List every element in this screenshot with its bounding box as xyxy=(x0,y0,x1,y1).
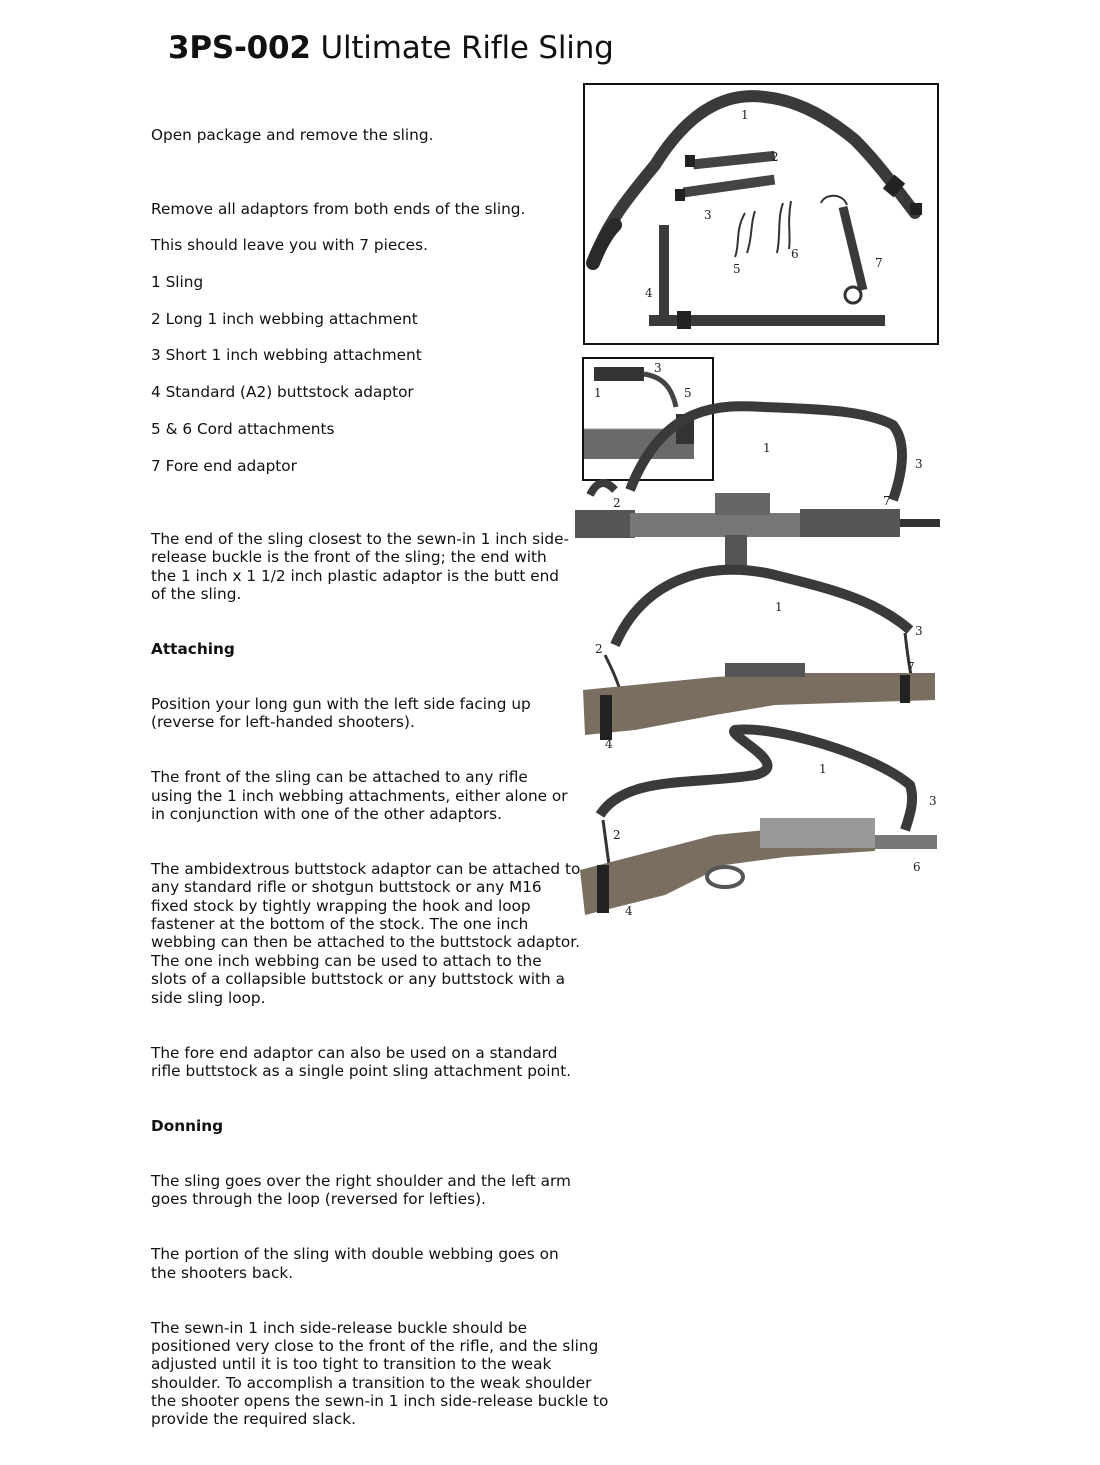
ar-label-7: 7 xyxy=(883,494,891,508)
piece-item: 1 Sling xyxy=(151,273,204,292)
parts-label-1: 1 xyxy=(741,108,749,122)
piece-item: 5 & 6 Cord attachments xyxy=(151,419,335,438)
attaching-paragraph-1: Position your long gun with the left side facing up (reverse for left-handed shooters). xyxy=(151,695,531,732)
m14-label-4: 4 xyxy=(605,737,613,751)
page-title xyxy=(168,30,614,66)
intro-paragraph-2a: Remove all adaptors from both ends of the sling. xyxy=(151,199,526,218)
parts-figure xyxy=(583,83,939,345)
parts-label-2: 2 xyxy=(771,150,779,164)
piece-item: 2 Long 1 inch webbing attachment xyxy=(151,309,418,328)
donning-paragraph-2: The portion of the sling with double webbing goes on the shooters back. xyxy=(151,1245,559,1282)
piece-item: 4 Standard (A2) buttstock adaptor xyxy=(151,383,414,402)
product-name: Ultimate Rifle Sling xyxy=(320,30,614,66)
inset-label-1: 1 xyxy=(594,386,602,400)
ar-label-3: 3 xyxy=(915,457,923,471)
attaching-heading: Attaching xyxy=(151,639,235,658)
lever-label-2: 2 xyxy=(613,828,621,842)
intro-paragraph-3: The end of the sling closest to the sewn-in 1 inch side-release buckle is the front of the sling; the end with the 1 inch x 1 1/2 inch plastic adaptor is the butt end of the sling. xyxy=(151,529,569,603)
lever-rifle-figure xyxy=(575,715,945,925)
pieces-list xyxy=(151,181,611,493)
lever-label-6: 6 xyxy=(913,860,921,874)
model-number: 3PS-002 xyxy=(168,30,311,66)
lever-label-4: 4 xyxy=(625,904,633,918)
intro-paragraph-1: Open package and remove the sling. xyxy=(151,126,434,145)
instructions-text xyxy=(151,108,611,1465)
donning-paragraph-1: The sling goes over the right shoulder and the left arm goes through the loop (reversed for lefties). xyxy=(151,1171,571,1209)
ar-label-1: 1 xyxy=(763,441,771,455)
lever-label-1: 1 xyxy=(819,762,827,776)
parts-label-4: 4 xyxy=(645,286,653,300)
piece-item: 3 Short 1 inch webbing attachment xyxy=(151,346,422,365)
m14-label-2: 2 xyxy=(595,642,603,656)
inset-label-5: 5 xyxy=(684,386,692,400)
attaching-paragraph-4: The fore end adaptor can also be used on a standard rifle buttstock as a single point sling attachment point. xyxy=(151,1043,572,1080)
parts-illustration xyxy=(585,85,937,343)
ar-rifle-figure xyxy=(575,395,945,580)
lever-label-3: 3 xyxy=(929,794,937,808)
piece-item: 7 Fore end adaptor xyxy=(151,456,297,475)
parts-label-7: 7 xyxy=(875,256,883,270)
parts-label-3: 3 xyxy=(704,208,712,222)
ar-label-2: 2 xyxy=(613,496,621,510)
attaching-paragraph-3: The ambidextrous buttstock adaptor can be attached to any standard rifle or shotgun buttstock or any M16 fixed stock by tightly wrapping the hook and loop fastener at the bottom of the stock. The one inch webbing can then be attached to the buttstock adaptor. The one inch webbing can be used to attach to the slots of a collapsible buttstock or any buttstock with a side sling loop. xyxy=(151,860,581,1007)
donning-heading: Donning xyxy=(151,1116,224,1135)
inset-label-3: 3 xyxy=(654,361,662,375)
parts-label-5: 5 xyxy=(733,262,741,276)
m14-label-3: 3 xyxy=(915,624,923,638)
donning-paragraph-3: The sewn-in 1 inch side-release buckle should be positioned very close to the front of the rifle, and the sling adjusted until it is too tight to transition to the weak shoulder. To accomplish a transition to the weak shoulder the shooter opens the sewn-in 1 inch side-release buckle to provide the required slack. xyxy=(151,1318,609,1429)
attaching-paragraph-2: The front of the sling can be attached to any rifle using the 1 inch webbing attachments, either alone or in conjunction with one of the other adaptors. xyxy=(151,768,568,824)
parts-label-6: 6 xyxy=(791,247,799,261)
intro-paragraph-2b: This should leave you with 7 pieces. xyxy=(151,236,428,255)
m14-label-1: 1 xyxy=(775,600,783,614)
m14-label-7: 7 xyxy=(907,660,915,674)
